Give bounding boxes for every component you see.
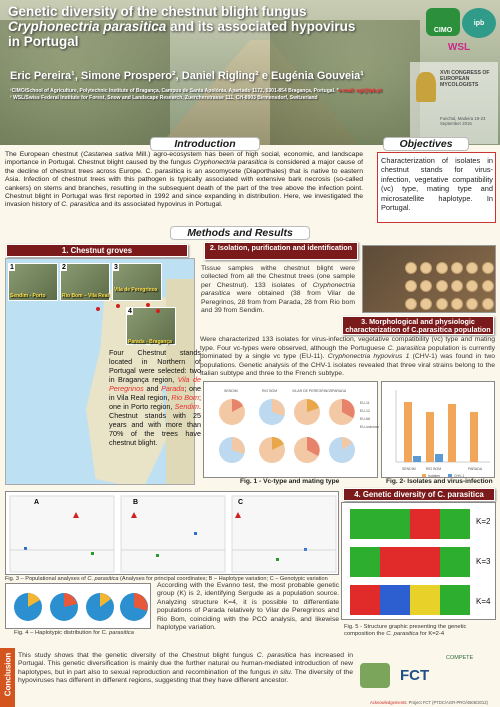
title-species: Cryphonectria parasitica xyxy=(8,19,167,34)
fig-2-isolates-chart xyxy=(381,381,495,478)
conclusion-label: Conclusion xyxy=(3,652,13,697)
fig-2-caption: Fig. 2- Isolates and virus-infection xyxy=(386,478,493,485)
title-line-2: and its associated hypovirus xyxy=(166,19,356,34)
bar xyxy=(404,402,412,462)
bar xyxy=(435,454,443,462)
title-line-1: Genetic diversity of the chestnut blight fungus xyxy=(8,4,307,19)
site-label: Parada - Bragança xyxy=(128,339,172,345)
petri-dish-grid xyxy=(405,262,495,314)
legend-entry: EU-11 xyxy=(360,401,370,405)
fig-5-structure-plot xyxy=(341,502,496,620)
fig-1-vc-type-charts xyxy=(203,381,378,478)
petri-dish xyxy=(436,280,448,292)
legend-entry: EU-66 xyxy=(360,417,370,421)
bar xyxy=(413,456,421,462)
acknowledgements: Acknowledgements: Project FCT (PTDC/AGR-PRO/4606/2012) xyxy=(370,700,488,705)
affiliations xyxy=(10,88,410,101)
fig-3-svg xyxy=(6,492,340,576)
petri-dish xyxy=(405,280,417,292)
fig-3-caption: Fig. 3 – Populational analyses of C. parasitica (Analyses for principal coordinates; B – Haplotype variation; C – Genotypic variation xyxy=(5,576,328,582)
petri-dish xyxy=(451,280,463,292)
ipb-logo: ipb xyxy=(462,8,496,38)
structure-bar xyxy=(410,547,440,577)
structure-bar xyxy=(380,547,410,577)
objectives-text: Characterization of isolates in chestnut stands for virus-infection, vegetative compatibility (vc) type, mating type and microsatellite haplotype. In Portugal. xyxy=(381,156,493,213)
fig-5-svg xyxy=(342,503,497,621)
section-1-heading: 1. Chestnut groves xyxy=(6,244,188,257)
congress-logo-icon xyxy=(416,72,436,102)
affiliation-1: ¹CIMO/School of Agriculture, Polytechnic Institute of Bragança, Campus de Santa Apolónia, Apartado 1172, 5301-854 Bragança, Portugal. * xyxy=(10,88,339,94)
fig-4-caption: Fig. 4 – Haplotypic distribution for C. parasitica xyxy=(14,630,134,636)
panel-a xyxy=(10,496,114,572)
map-marker xyxy=(146,303,150,307)
bar xyxy=(426,412,434,462)
title-line-3: in Portugal xyxy=(8,34,79,49)
structure-bar xyxy=(350,509,380,539)
structure-bar xyxy=(410,509,440,539)
data-point xyxy=(304,548,307,551)
poster-title xyxy=(8,4,428,49)
structure-bar xyxy=(380,585,410,615)
fct-logo: FCT xyxy=(400,667,430,684)
panel-label: A xyxy=(34,499,40,506)
site-label: PARADA xyxy=(332,389,347,393)
section-4-heading: 4. Genetic diversity of C. parasitica xyxy=(343,488,495,501)
legend-swatch xyxy=(448,474,452,477)
petri-dish xyxy=(482,298,494,310)
introduction-text: The European chestnut (Castanea sativa Mill.) agro-ecosystem has been of high social, economic, and landscape importance in Portugal. Chestnut blight caused by the fungus Cryphonectria parasitica is considered a major cause of the decline of chestnut trees across Europe. C. parasitica is an ascomycete (Diaporthales) that is native to eastern Asia. Infection of chestnut trees with this pathogen is typically associated with extensive bark necrosis (so-called cankers) on stems and branches, resulting in the subsequent death of the part of the tree above the infection point. Chestnut blight in Portugal was first reported in 1992 and since expanding in distribution. Here, we investigated the invasion history of C. parasitica and its associated hypovirus in Portugal. xyxy=(5,151,364,209)
petri-dish xyxy=(420,298,432,310)
petri-dish xyxy=(451,298,463,310)
congress-panel xyxy=(410,62,498,144)
section-1-text: Four Chestnut stands located in Northern of Portugal were selected: two in Bragança region, Vila de Peregrinos and Parada; one in Vila Real region, Rio Bom; one in Porto region, Sendim. Chestnut stands with 25 years and with more than 70% of the trees have chestnut blight. xyxy=(109,348,201,447)
fig-4-haplotype-pies xyxy=(5,583,151,629)
site-number: 2 xyxy=(62,264,66,271)
k3-label: K=3 xyxy=(476,557,491,566)
cimo-logo: CIMO xyxy=(426,8,460,36)
legend-swatch xyxy=(422,474,426,477)
site-number: 3 xyxy=(114,264,118,271)
congress-location: Funchal, Madeira 19-23 September 2015 xyxy=(440,116,486,126)
section-2-heading: 2. Isolation, purification and identification xyxy=(204,242,358,260)
category-label: RIO BOM xyxy=(426,467,442,471)
site-number: 1 xyxy=(10,264,14,271)
category-label: PARADA xyxy=(468,467,483,471)
petri-dish xyxy=(482,280,494,292)
legend-entry: EU-unknown xyxy=(360,425,379,429)
petri-dish xyxy=(436,298,448,310)
structure-bar xyxy=(350,547,380,577)
data-point xyxy=(194,532,197,535)
fig-3-pco-panels xyxy=(5,491,339,575)
fig-5-caption: Fig. 5 - Structure graphic presenting the genetic composition the C. parasitica for K=2-4 xyxy=(344,624,467,637)
evanno-text: According with the Evanno test, the most probable genetic group (K) is 2, identifying Sergude as a population source. Analyzing structure K=4, it is possible to differentiate populations of Parada relatively to Vilar de Peregrinos and Rio Bom, coinciding with the PCO analysis, and likewise haplotype variation. xyxy=(157,582,339,632)
structure-bar xyxy=(380,509,410,539)
congress-name: XVII CONGRESS OF EUROPEAN MYCOLOGISTS xyxy=(440,70,490,88)
site-label: Vila de Peregrinos xyxy=(114,287,158,293)
compete-logo: COMPETE xyxy=(446,655,474,661)
petri-dish xyxy=(451,262,463,274)
section-3-heading: 3. Morphological and physiologic characterization of C.parasitica population xyxy=(342,316,494,335)
funding-logos xyxy=(360,655,495,700)
map-marker xyxy=(156,309,160,313)
panel-c xyxy=(232,496,336,572)
petri-dish xyxy=(466,280,478,292)
map-marker xyxy=(116,304,120,308)
section-3-text: Were characterized 133 isolates for virus-infection, vegetative compatibility (vc) type and mating type. Four vc-types were observed, although the Portuguese C. parasitica population is currently dominated by a single vc type (EU-11). Cryphonectria hypovirus 1 (CHV-1) was found in two populations. Genetic analysis of the CHV-1 isolates revealed that three viral strains belong to the Italian subtype and three to the French subtype. xyxy=(200,336,496,377)
site-number: 4 xyxy=(128,308,132,315)
k2-label: K=2 xyxy=(476,517,491,526)
contact-email[interactable]: e-mail: egi@ipb.pt xyxy=(338,88,382,94)
structure-bar xyxy=(440,585,470,615)
data-point xyxy=(156,554,159,557)
panel-label: C xyxy=(238,499,244,506)
panel-b xyxy=(121,496,225,572)
structure-bar xyxy=(440,509,470,539)
fig-4-svg xyxy=(6,584,152,630)
category-label: SENDIM xyxy=(402,467,416,471)
site-label: SENDIM xyxy=(224,389,238,393)
fig-1-caption: Fig. 1 - Vc-type and mating type xyxy=(240,478,340,485)
legend-entry: EU-12 xyxy=(360,409,370,413)
data-point xyxy=(276,558,279,561)
structure-bar xyxy=(410,585,440,615)
section-2-text: Tissue samples withe chestnut blight were collected from all the Chestnut trees (one sample per Chestnut). 133 isolates of Cryphonectria parasitica were obtained (38 from Vilar de Peregrinos, 28 from from Parada, 28 from Rio bom and 39 from Sendim. xyxy=(201,265,355,315)
methods-results-title: Methods and Results xyxy=(170,226,310,240)
conclusion-text: This study shows that the genetic diversity of the Chestnut blight fungus C. parasitica has increased in Portugal. This genetic diversification is mainly due the further natural ou human-mediated introduction of new haplotypes, but in part also to sexual reproduction and recombination of the fungus in situ. The diversity of the hypoviruses has different in different regions, suggesting that they have different ancestor. xyxy=(18,652,354,685)
legend-entry: CHV-1 xyxy=(454,474,465,478)
structure-bar xyxy=(440,547,470,577)
site-label: Sendim - Porto xyxy=(10,293,46,299)
site-label: VILAR DE PEREGRINOS xyxy=(292,389,333,393)
petri-dish xyxy=(466,262,478,274)
eu-logo-icon xyxy=(360,663,390,688)
petri-dish xyxy=(420,280,432,292)
petri-dish xyxy=(405,262,417,274)
data-point xyxy=(24,547,27,550)
data-point xyxy=(91,552,94,555)
site-label: Rio Bom – Vila Real xyxy=(62,293,109,299)
bar xyxy=(448,404,456,462)
bar xyxy=(470,412,478,462)
structure-bar xyxy=(350,585,380,615)
petri-dish xyxy=(420,262,432,274)
legend-entry: Isolates xyxy=(428,474,441,478)
fig-1-svg xyxy=(204,382,379,479)
fig-2-svg xyxy=(382,382,496,479)
introduction-title: Introduction xyxy=(150,137,260,151)
k4-label: K=4 xyxy=(476,597,491,606)
map-marker xyxy=(96,307,100,311)
petri-dish xyxy=(482,262,494,274)
affiliation-2: ² WSL/Swiss Federal Institute for Forest, Snow and Landscape Research, Zuercherstrasse 111, CH-8903 Birmensdorf, Switzerland xyxy=(10,94,318,101)
site-photo-vila-peregrinos xyxy=(112,263,162,301)
petri-dish xyxy=(466,298,478,310)
wsl-logo: WSL xyxy=(447,42,471,53)
site-label: RIO BOM xyxy=(262,389,278,393)
petri-dish xyxy=(405,298,417,310)
panel-label: B xyxy=(133,499,139,506)
objectives-title: Objectives xyxy=(383,137,469,151)
petri-dish xyxy=(436,262,448,274)
authors: Eric Pereira¹, Simone Prospero², Daniel Rigling² e Eugénia Gouveia¹ xyxy=(10,70,364,82)
